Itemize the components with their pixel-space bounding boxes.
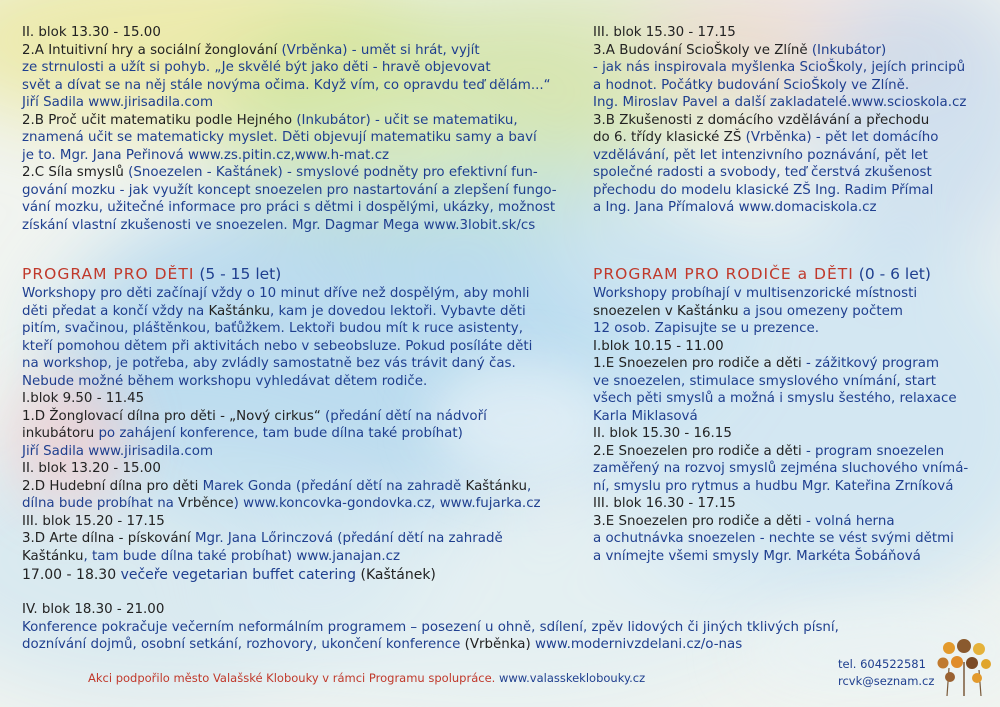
text-line: [593, 390, 983, 408]
text-line: [593, 495, 983, 513]
text-segment: - pět let domácího: [811, 130, 939, 145]
children-program-lines: [22, 285, 582, 565]
text-line: [593, 530, 983, 548]
text-segment: Jiří Sadila www.jirisadila.com: [22, 443, 213, 459]
text-segment: ze strnulosti a užít si pohyb. „Je skvělé být jako děti - hravě objevovat: [22, 60, 491, 75]
text-line: [22, 425, 582, 443]
text-segment: ní, smyslu pro rytmus a hudbu Mgr. Kateřina Zrníková: [593, 478, 954, 494]
text-segment: do 6. třídy klasické ZŠ: [593, 130, 746, 145]
text-segment: ve snoezelen, stimulace smyslového vnímání, start: [593, 373, 937, 389]
text-segment: , kam je dovedou lektoři. Vybavte děti: [269, 303, 526, 319]
text-segment: společné radosti a svobody, teď čerstvá zkušenost: [593, 165, 932, 180]
text-segment: přechodu do modelu klasické ZŠ Ing. Radim Přímal: [593, 182, 934, 198]
evening-block: [22, 601, 862, 654]
text-segment: na workshop, je potřeba, aby zvládly samostatně bez vás trávit daný čas.: [22, 356, 516, 371]
text-segment: vzdělávání, pět let intenzivního poznávání, pět let: [593, 147, 928, 163]
text-line: [593, 320, 983, 338]
text-line: [593, 42, 983, 60]
text-segment: I.blok 10.15 - 11.00: [593, 338, 724, 354]
text-segment: Karla Miklasová: [593, 408, 698, 424]
parents-program-age: (0 - 6 let): [853, 265, 931, 283]
text-segment: a hodnot. Počátky budování ScioŠkoly ve Zlíně.: [593, 77, 910, 93]
text-segment: II. blok 15.30 - 16.15: [593, 426, 732, 441]
town-website-link[interactable]: www.valasskeklobouky.cz: [495, 671, 646, 685]
text-segment: Workshopy pro děti začínají vždy o 10 minut dříve než dospělým, aby mohli: [22, 286, 530, 301]
text-segment: - učit se matematiku,: [370, 112, 518, 128]
text-line: [22, 320, 582, 338]
text-line: [593, 112, 983, 130]
text-segment: (Vrběnka): [745, 130, 812, 145]
text-segment: a vnímejte všemi smysly Mgr. Markéta Šobáňová: [593, 548, 921, 564]
text-line: [22, 338, 582, 356]
text-line: [22, 408, 582, 426]
text-segment: děti předat a končí vždy na: [22, 303, 209, 319]
text-line: [22, 112, 582, 130]
text-segment: 3.E Snoezelen pro rodiče a děti: [593, 513, 802, 529]
text-line: [22, 567, 436, 585]
text-line: [22, 443, 582, 461]
text-segment: Vrběnce: [178, 496, 234, 511]
text-segment: IV. blok 18.30 - 21.00: [22, 602, 165, 617]
text-segment: a jsou omezeny počtem: [738, 303, 903, 319]
text-segment: všech pěti smyslů a možná i smyslu šestého, relaxace: [593, 391, 957, 406]
text-line: [22, 619, 862, 637]
text-segment: - jak nás inspirovala myšlenka ScioŠkoly, jejích principů: [593, 60, 966, 75]
children-program-heading: PROGRAM PRO DĚTI: [22, 265, 195, 283]
text-segment: (Vrběnka): [464, 637, 531, 652]
text-line: [593, 164, 983, 182]
text-line: [22, 513, 582, 531]
text-segment: gování mozku - jak využít koncept snoezelen pro nastartování a zlepšení fungo-: [22, 182, 557, 198]
dinner-line: [22, 567, 436, 585]
text-line: [593, 59, 983, 77]
support-text: Akci podpořilo město Valašské Klobouky v rámci Programu spolupráce.: [88, 671, 496, 685]
text-segment: (Vrběnka): [281, 42, 348, 58]
text-segment: snoezelen v Kaštánku: [593, 303, 739, 319]
text-line: [22, 24, 582, 42]
text-line: [593, 425, 983, 443]
text-segment: II. blok 13.20 - 15.00: [22, 461, 161, 476]
text-segment: (Inkubátor): [296, 112, 371, 128]
text-line: [22, 147, 582, 165]
text-segment: je to. Mgr. Jana Peřinová www.zs.pitin.cz,www.h-mat.cz: [22, 147, 390, 163]
text-line: [22, 303, 582, 321]
text-segment: 1.D Žonglovací dílna pro děti - „Nový cirkus“: [22, 408, 326, 424]
children-program-section: [22, 264, 582, 565]
text-line: [593, 94, 983, 112]
text-segment: pitím, svačinou, pláštěnkou, baťůžkem. Lektoři budou mít k ruce asistenty,: [22, 321, 523, 336]
text-segment: a Ing. Jana Přímalová www.domaciskola.cz: [593, 200, 877, 215]
text-line: [22, 77, 582, 95]
text-segment: - umět si hrát, vyjít: [347, 42, 480, 58]
text-segment: Konference pokračuje večerním neformálním programem – posezení u ohně, sdílení, zpěv lidových či jiných tklivých písní,: [22, 619, 839, 635]
text-segment: 12 osob. Zapisujte se u prezence.: [593, 321, 819, 336]
text-segment: zaměřený na rozvoj smyslů zejména sluchového vnímá-: [593, 461, 969, 476]
text-line: [593, 513, 983, 531]
text-line: [593, 338, 983, 356]
text-segment: 2.C Síla smyslů: [22, 165, 129, 180]
tree-logo-icon: [935, 638, 993, 698]
text-segment: Marek Gonda (předání dětí na zahradě: [202, 478, 466, 494]
text-segment: kteří pomohou dětem při aktivitách nebo v sebeobsluze. Pokud posíláte děti: [22, 338, 533, 354]
text-line: [593, 285, 983, 303]
text-line: [593, 147, 983, 165]
text-segment: inkubátoru: [22, 426, 99, 441]
text-segment: (předání dětí na nádvoří: [325, 408, 487, 424]
text-line: [22, 94, 582, 112]
text-segment: znamená učit se matematicky myslet. Děti objevují matematiku samy a baví: [22, 130, 537, 145]
text-segment: (Snoezelen - Kaštánek): [128, 165, 283, 180]
text-line: [22, 373, 582, 391]
text-segment: III. blok 15.30 - 17.15: [593, 25, 736, 40]
text-line: [593, 355, 983, 373]
text-segment: dílna bude probíhat na: [22, 496, 179, 511]
text-line: [22, 495, 582, 513]
text-segment: - smyslové podněty pro efektivní fun-: [282, 165, 538, 180]
parents-program-heading: PROGRAM PRO RODIČE a DĚTI: [593, 265, 854, 283]
text-segment: 2.E Snoezelen pro rodiče a děti: [593, 443, 802, 459]
text-segment: - volná herna: [801, 513, 895, 529]
text-segment: 2.B Proč učit matematiku podle Hejného: [22, 112, 297, 128]
text-line: [22, 601, 862, 619]
text-line: [593, 460, 983, 478]
text-segment: po zahájení konference, tam bude dílna také probíhat): [98, 426, 463, 441]
text-line: [593, 408, 983, 426]
text-segment: www.modernivzdelani.cz/o-nas: [530, 637, 743, 652]
text-segment: Jiří Sadila www.jirisadila.com: [22, 95, 213, 110]
support-footer: [88, 671, 645, 685]
text-line: [593, 129, 983, 147]
text-line: [22, 217, 582, 235]
text-line: [22, 355, 582, 373]
text-segment: Kaštánku: [22, 548, 84, 564]
text-line: [593, 303, 983, 321]
text-segment: (Kaštánek): [360, 567, 436, 583]
text-segment: - zážitkový program: [801, 356, 940, 371]
text-segment: vání mozku, užitečné informace pro práci s dětmi i dospělými, ukázky, možnost: [22, 200, 556, 215]
text-line: [593, 443, 983, 461]
text-segment: 2.A Intuitivní hry a sociální žonglování: [22, 42, 282, 58]
text-segment: - program snoezelen: [801, 443, 945, 459]
parents-program-section: [593, 264, 983, 565]
text-segment: , tam bude dílna také probíhat) www.janajan.cz: [83, 548, 400, 564]
text-segment: ) www.koncovka-gondovka.cz, www.fujarka.cz: [233, 496, 541, 511]
text-segment: Ing. Miroslav Pavel a další zakladatelé.www.scioskola.cz: [593, 95, 967, 110]
text-segment: svět a dívat se na něj stále novýma očima. Když vím, co opravdu teď dělám...“: [22, 77, 551, 93]
text-line: [22, 42, 582, 60]
text-line: [22, 478, 582, 496]
text-line: [593, 24, 983, 42]
text-line: [22, 390, 582, 408]
text-segment: II. blok 13.30 - 15.00: [22, 25, 161, 40]
text-line: [22, 164, 582, 182]
text-segment: 3.B Zkušenosti z domácího vzdělávání a přechodu: [593, 112, 930, 128]
text-line: [593, 548, 983, 566]
top-right-column: [593, 24, 983, 217]
text-segment: večeře vegetarian buffet catering: [120, 567, 361, 583]
text-segment: 3.A Budování ScioŠkoly ve Zlíně: [593, 42, 812, 58]
text-line: [22, 530, 582, 548]
text-segment: 3.D Arte dílna - pískování: [22, 531, 195, 546]
text-segment: III. blok 16.30 - 17.15: [593, 496, 736, 511]
text-segment: 2.D Hudební dílna pro děti: [22, 478, 203, 494]
top-left-column: [22, 24, 582, 234]
text-line: [593, 199, 983, 217]
text-line: [22, 636, 862, 654]
text-line: [22, 199, 582, 217]
text-segment: (Inkubátor): [811, 42, 887, 58]
text-segment: 1.E Snoezelen pro rodiče a děti: [593, 356, 802, 371]
contact-info: [838, 656, 934, 690]
children-program-age: (5 - 15 let): [194, 265, 282, 283]
text-segment: ,: [527, 478, 532, 494]
text-segment: doznívání dojmů, osobní setkání, rozhovory, ukončení konference: [22, 637, 465, 652]
text-segment: Workshopy probíhají v multisenzorické místnosti: [593, 286, 918, 301]
text-segment: 17.00 - 18.30: [22, 567, 121, 583]
text-segment: Mgr. Jana Lőrinczová (předání dětí na zahradě: [195, 531, 503, 546]
text-line: [22, 182, 582, 200]
text-line: [22, 460, 582, 478]
text-segment: a ochutnávka snoezelen - nechte se vést svými dětmi: [593, 531, 954, 546]
text-segment: získání vlastní zkušenosti ve snoezelen. Mgr. Dagmar Mega www.3lobit.sk/cs: [22, 217, 536, 233]
text-line: [22, 548, 582, 566]
contact-phone: tel. 604522581: [838, 657, 926, 671]
text-segment: I.blok 9.50 - 11.45: [22, 391, 145, 406]
text-line: [22, 59, 582, 77]
text-segment: Kaštánku: [208, 303, 270, 319]
text-line: [593, 373, 983, 391]
text-line: [22, 129, 582, 147]
text-segment: III. blok 15.20 - 17.15: [22, 513, 165, 529]
text-line: [593, 478, 983, 496]
text-line: [22, 285, 582, 303]
text-line: [593, 182, 983, 200]
contact-email[interactable]: rcvk@seznam.cz: [838, 674, 935, 688]
parents-program-lines: [593, 285, 983, 565]
text-segment: Kaštánku: [465, 478, 528, 494]
text-line: [593, 77, 983, 95]
text-segment: Nebude možné během workshopu vyhledávat dětem rodiče.: [22, 373, 428, 389]
